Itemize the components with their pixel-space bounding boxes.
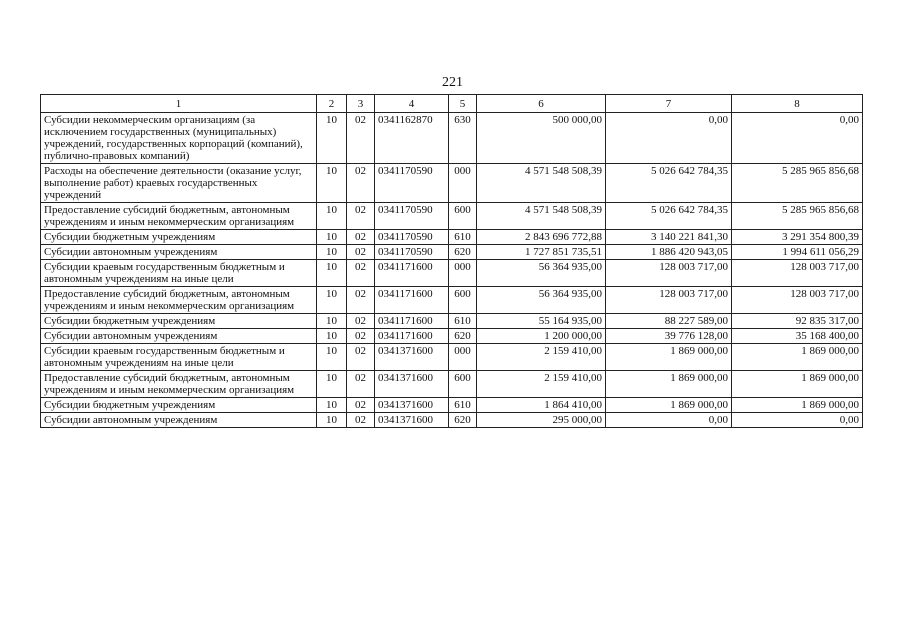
amount-col-8: 5 285 965 856,68 bbox=[732, 164, 863, 203]
table-row bbox=[41, 260, 863, 287]
row-name: Субсидии бюджетным учреждениям bbox=[41, 230, 317, 245]
amount-col-8: 1 869 000,00 bbox=[732, 398, 863, 413]
expense-type-code: 610 bbox=[449, 398, 477, 413]
expense-type-code: 600 bbox=[449, 371, 477, 398]
table-row bbox=[41, 371, 863, 398]
row-name: Предоставление субсидий бюджетным, автономным учреждениям и иным некоммерческим организациям bbox=[41, 371, 317, 398]
table-row bbox=[41, 413, 863, 428]
expense-type-code: 600 bbox=[449, 287, 477, 314]
amount-col-6: 4 571 548 508,39 bbox=[477, 164, 606, 203]
amount-col-8: 128 003 717,00 bbox=[732, 287, 863, 314]
column-header: 6 bbox=[477, 95, 606, 113]
amount-col-7: 0,00 bbox=[606, 113, 732, 164]
subsection-code: 02 bbox=[347, 287, 375, 314]
amount-col-8: 0,00 bbox=[732, 113, 863, 164]
table-row bbox=[41, 164, 863, 203]
table-row bbox=[41, 398, 863, 413]
section-code: 10 bbox=[317, 413, 347, 428]
amount-col-8: 128 003 717,00 bbox=[732, 260, 863, 287]
header-row bbox=[41, 95, 863, 113]
amount-col-7: 1 886 420 943,05 bbox=[606, 245, 732, 260]
amount-col-7: 1 869 000,00 bbox=[606, 398, 732, 413]
row-name: Субсидии автономным учреждениям bbox=[41, 245, 317, 260]
expense-type-code: 000 bbox=[449, 344, 477, 371]
section-code: 10 bbox=[317, 164, 347, 203]
target-item-code: 0341171600 bbox=[375, 260, 449, 287]
amount-col-7: 0,00 bbox=[606, 413, 732, 428]
amount-col-8: 1 994 611 056,29 bbox=[732, 245, 863, 260]
target-item-code: 0341371600 bbox=[375, 344, 449, 371]
amount-col-7: 5 026 642 784,35 bbox=[606, 164, 732, 203]
amount-col-7: 3 140 221 841,30 bbox=[606, 230, 732, 245]
table-row bbox=[41, 287, 863, 314]
amount-col-8: 35 168 400,00 bbox=[732, 329, 863, 344]
expense-type-code: 610 bbox=[449, 230, 477, 245]
row-name: Субсидии бюджетным учреждениям bbox=[41, 398, 317, 413]
table-row bbox=[41, 329, 863, 344]
amount-col-6: 56 364 935,00 bbox=[477, 260, 606, 287]
section-code: 10 bbox=[317, 287, 347, 314]
row-name: Субсидии бюджетным учреждениям bbox=[41, 314, 317, 329]
target-item-code: 0341171600 bbox=[375, 329, 449, 344]
row-name: Субсидии автономным учреждениям bbox=[41, 329, 317, 344]
section-code: 10 bbox=[317, 329, 347, 344]
section-code: 10 bbox=[317, 113, 347, 164]
amount-col-6: 1 727 851 735,51 bbox=[477, 245, 606, 260]
amount-col-7: 39 776 128,00 bbox=[606, 329, 732, 344]
amount-col-8: 5 285 965 856,68 bbox=[732, 203, 863, 230]
target-item-code: 0341371600 bbox=[375, 371, 449, 398]
subsection-code: 02 bbox=[347, 113, 375, 164]
amount-col-6: 2 843 696 772,88 bbox=[477, 230, 606, 245]
row-name: Субсидии некоммерческим организациям (за исключением государственных (муниципальных) учреждений, государственных корпораций (компаний), публично-правовых компаний) bbox=[41, 113, 317, 164]
section-code: 10 bbox=[317, 230, 347, 245]
amount-col-6: 4 571 548 508,39 bbox=[477, 203, 606, 230]
section-code: 10 bbox=[317, 371, 347, 398]
table-row bbox=[41, 344, 863, 371]
subsection-code: 02 bbox=[347, 260, 375, 287]
amount-col-8: 1 869 000,00 bbox=[732, 371, 863, 398]
target-item-code: 0341170590 bbox=[375, 164, 449, 203]
column-header: 3 bbox=[347, 95, 375, 113]
column-header: 8 bbox=[732, 95, 863, 113]
column-header: 4 bbox=[375, 95, 449, 113]
amount-col-7: 5 026 642 784,35 bbox=[606, 203, 732, 230]
subsection-code: 02 bbox=[347, 344, 375, 371]
amount-col-6: 55 164 935,00 bbox=[477, 314, 606, 329]
amount-col-8: 0,00 bbox=[732, 413, 863, 428]
section-code: 10 bbox=[317, 344, 347, 371]
amount-col-6: 2 159 410,00 bbox=[477, 344, 606, 371]
amount-col-8: 3 291 354 800,39 bbox=[732, 230, 863, 245]
subsection-code: 02 bbox=[347, 245, 375, 260]
expense-type-code: 600 bbox=[449, 203, 477, 230]
row-name: Субсидии краевым государственным бюджетным и автономным учреждениям на иные цели bbox=[41, 344, 317, 371]
target-item-code: 0341171600 bbox=[375, 314, 449, 329]
subsection-code: 02 bbox=[347, 164, 375, 203]
amount-col-7: 128 003 717,00 bbox=[606, 287, 732, 314]
expense-type-code: 620 bbox=[449, 245, 477, 260]
budget-table bbox=[40, 94, 863, 428]
section-code: 10 bbox=[317, 203, 347, 230]
target-item-code: 0341171600 bbox=[375, 287, 449, 314]
subsection-code: 02 bbox=[347, 314, 375, 329]
amount-col-6: 500 000,00 bbox=[477, 113, 606, 164]
target-item-code: 0341170590 bbox=[375, 203, 449, 230]
amount-col-7: 1 869 000,00 bbox=[606, 344, 732, 371]
subsection-code: 02 bbox=[347, 329, 375, 344]
amount-col-7: 1 869 000,00 bbox=[606, 371, 732, 398]
amount-col-6: 1 864 410,00 bbox=[477, 398, 606, 413]
expense-type-code: 610 bbox=[449, 314, 477, 329]
expense-type-code: 630 bbox=[449, 113, 477, 164]
amount-col-8: 92 835 317,00 bbox=[732, 314, 863, 329]
amount-col-6: 1 200 000,00 bbox=[477, 329, 606, 344]
table-body bbox=[41, 113, 863, 428]
target-item-code: 0341170590 bbox=[375, 245, 449, 260]
section-code: 10 bbox=[317, 245, 347, 260]
page-number: 221 bbox=[442, 75, 463, 90]
amount-col-7: 128 003 717,00 bbox=[606, 260, 732, 287]
row-name: Предоставление субсидий бюджетным, автономным учреждениям и иным некоммерческим организациям bbox=[41, 203, 317, 230]
column-header: 7 bbox=[606, 95, 732, 113]
section-code: 10 bbox=[317, 398, 347, 413]
expense-type-code: 000 bbox=[449, 164, 477, 203]
target-item-code: 0341371600 bbox=[375, 398, 449, 413]
subsection-code: 02 bbox=[347, 398, 375, 413]
amount-col-6: 295 000,00 bbox=[477, 413, 606, 428]
amount-col-6: 56 364 935,00 bbox=[477, 287, 606, 314]
row-name: Субсидии автономным учреждениям bbox=[41, 413, 317, 428]
table-row bbox=[41, 314, 863, 329]
subsection-code: 02 bbox=[347, 371, 375, 398]
column-header: 1 bbox=[41, 95, 317, 113]
row-name: Предоставление субсидий бюджетным, автономным учреждениям и иным некоммерческим организациям bbox=[41, 287, 317, 314]
column-header: 2 bbox=[317, 95, 347, 113]
expense-type-code: 620 bbox=[449, 413, 477, 428]
expense-type-code: 000 bbox=[449, 260, 477, 287]
amount-col-7: 88 227 589,00 bbox=[606, 314, 732, 329]
subsection-code: 02 bbox=[347, 413, 375, 428]
amount-col-6: 2 159 410,00 bbox=[477, 371, 606, 398]
table-row bbox=[41, 230, 863, 245]
expense-type-code: 620 bbox=[449, 329, 477, 344]
subsection-code: 02 bbox=[347, 230, 375, 245]
section-code: 10 bbox=[317, 260, 347, 287]
target-item-code: 0341162870 bbox=[375, 113, 449, 164]
subsection-code: 02 bbox=[347, 203, 375, 230]
amount-col-8: 1 869 000,00 bbox=[732, 344, 863, 371]
column-header: 5 bbox=[449, 95, 477, 113]
table-row bbox=[41, 203, 863, 230]
row-name: Субсидии краевым государственным бюджетным и автономным учреждениям на иные цели bbox=[41, 260, 317, 287]
section-code: 10 bbox=[317, 314, 347, 329]
table-row bbox=[41, 245, 863, 260]
table-row bbox=[41, 113, 863, 164]
target-item-code: 0341170590 bbox=[375, 230, 449, 245]
target-item-code: 0341371600 bbox=[375, 413, 449, 428]
row-name: Расходы на обеспечение деятельности (оказание услуг, выполнение работ) краевых государственных учреждений bbox=[41, 164, 317, 203]
